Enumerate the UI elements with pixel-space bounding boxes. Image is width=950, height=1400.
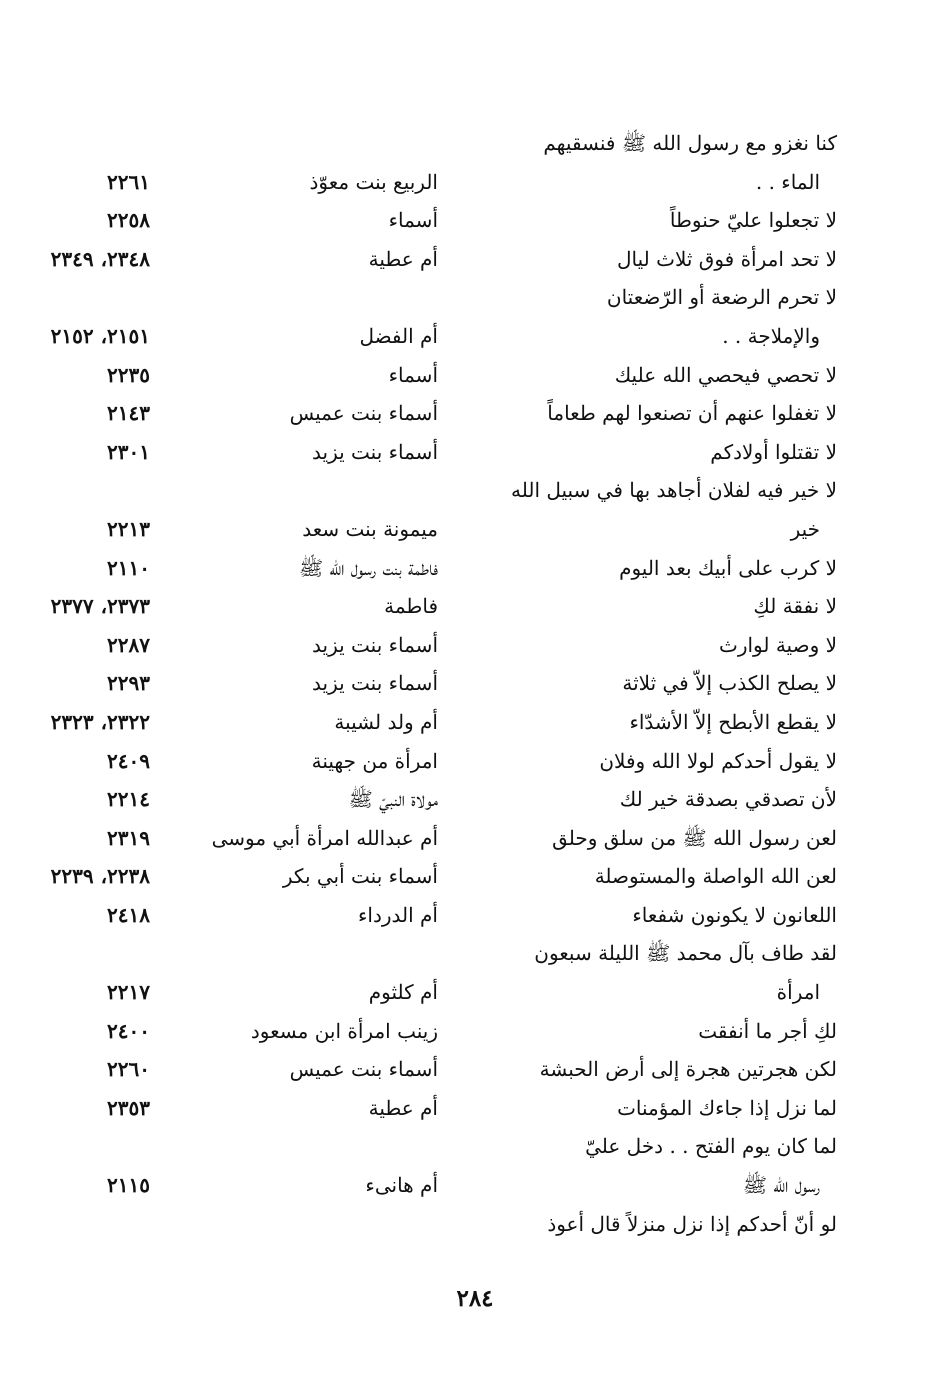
index-row bbox=[0, 240, 950, 279]
hadith-number: ٢٣٥٣ bbox=[107, 1095, 150, 1120]
index-row bbox=[0, 510, 950, 549]
hadith-text: لا تحرم الرضعة أو الرّضعتان bbox=[606, 285, 837, 310]
index-row bbox=[0, 1050, 950, 1089]
narrator-name: أسماء bbox=[388, 362, 438, 387]
hadith-text: لو أنّ أحدكم إذا نزل منزلاً قال أعوذ bbox=[547, 1211, 837, 1236]
index-row bbox=[0, 163, 950, 202]
narrator-name: أم عبدالله امرأة أبي موسى bbox=[211, 825, 438, 850]
index-row bbox=[0, 934, 950, 973]
index-row bbox=[0, 896, 950, 935]
hadith-text: امرأة bbox=[776, 980, 820, 1005]
narrator-name: أم عطية bbox=[368, 1095, 438, 1120]
hadith-number: ٢٢١٣ bbox=[107, 516, 150, 541]
hadith-number: ٢٣١٩ bbox=[107, 825, 150, 850]
hadith-number: ٢٣٠١ bbox=[107, 439, 150, 464]
hadith-number: ٢٢٦١ bbox=[107, 169, 150, 194]
index-row bbox=[0, 201, 950, 240]
hadith-text: لا يصلح الكذب إلاّ في ثلاثة bbox=[622, 671, 837, 696]
index-row bbox=[0, 703, 950, 742]
index-row bbox=[0, 549, 950, 588]
hadith-text: لا يقطع الأبطح إلاّ الأشدّاء bbox=[629, 709, 837, 734]
hadith-text: الماء . . bbox=[755, 169, 820, 194]
narrator-name: ميمونة بنت سعد bbox=[302, 516, 438, 541]
hadith-text: لكن هجرتين هجرة إلى أرض الحبشة bbox=[539, 1057, 837, 1082]
narrator-name: امرأة من جهينة bbox=[311, 748, 438, 773]
hadith-text: لعن رسول الله ﷺ من سلق وحلق bbox=[552, 825, 837, 850]
hadith-number: ٢٤٠٩ bbox=[107, 748, 150, 773]
index-row bbox=[0, 1012, 950, 1051]
hadith-number: ٢٢٣٨، ٢٢٣٩ bbox=[50, 864, 150, 889]
hadith-text: كنا نغزو مع رسول الله ﷺ فنسقيهم bbox=[543, 131, 837, 155]
hadith-number: ٢٢٩٣ bbox=[107, 671, 150, 696]
index-table bbox=[0, 124, 950, 1243]
index-row bbox=[0, 1089, 950, 1128]
index-row bbox=[0, 471, 950, 510]
narrator-name: أم كلثوم bbox=[368, 980, 438, 1005]
index-row bbox=[0, 394, 950, 433]
index-row bbox=[0, 819, 950, 858]
hadith-number: ٢١١٥ bbox=[107, 1173, 150, 1198]
narrator-name: أسماء بنت عميس bbox=[289, 401, 438, 426]
hadith-text: لا خير فيه لفلان أجاهد بها في سبيل الله bbox=[511, 478, 837, 503]
narrator-name: أم ولد لشيبة bbox=[334, 709, 438, 734]
index-row bbox=[0, 587, 950, 626]
hadith-number: ٢٤١٨ bbox=[107, 902, 150, 927]
index-row bbox=[0, 973, 950, 1012]
narrator-name: زينب امرأة ابن مسعود bbox=[250, 1018, 438, 1043]
narrator-name: أسماء بنت يزيد bbox=[312, 632, 438, 657]
hadith-text: لا تغفلوا عنهم أن تصنعوا لهم طعاماً bbox=[547, 401, 837, 426]
narrator-name: فاطمة bbox=[384, 594, 438, 619]
hadith-number: ٢٢٥٨ bbox=[107, 208, 150, 233]
hadith-text: لا تجعلوا عليّ حنوطاً bbox=[669, 208, 837, 233]
hadith-text: لا تحصي فيحصي الله عليك bbox=[614, 362, 837, 387]
hadith-text: لقد طاف بآل محمد ﷺ الليلة سبعون bbox=[534, 941, 837, 966]
hadith-number: ٢٢١٧ bbox=[107, 980, 150, 1005]
narrator-name: أسماء بنت أبي بكر bbox=[282, 864, 438, 889]
hadith-text: لكِ أجر ما أنفقت bbox=[698, 1018, 837, 1043]
index-row bbox=[0, 664, 950, 703]
narrator-name: أم عطية bbox=[368, 246, 438, 271]
index-row bbox=[0, 356, 950, 395]
index-row bbox=[0, 124, 950, 163]
hadith-number: ٢١٤٣ bbox=[107, 401, 150, 426]
index-row bbox=[0, 626, 950, 665]
hadith-number: ٢٢٦٠ bbox=[107, 1057, 150, 1082]
narrator-name: أم الدرداء bbox=[358, 902, 438, 927]
narrator-name: مولاة النبيّ ﷺ bbox=[348, 787, 438, 812]
page-number: ٢٨٤ bbox=[456, 1285, 494, 1312]
hadith-text: رسول الله ﷺ bbox=[742, 1173, 820, 1198]
hadith-text: لا نفقة لكِ bbox=[753, 594, 837, 619]
hadith-number: ٢٤٠٠ bbox=[107, 1018, 150, 1043]
hadith-text: لا كرب على أبيك بعد اليوم bbox=[619, 555, 837, 580]
hadith-number: ٢٢٨٧ bbox=[107, 632, 150, 657]
hadith-text: لعن الله الواصلة والمستوصلة bbox=[594, 864, 837, 889]
narrator-name: أم الفضل bbox=[359, 323, 438, 348]
narrator-name: فاطمة بنت رسول الله ﷺ bbox=[298, 555, 438, 580]
narrator-name: أسماء بنت يزيد bbox=[312, 671, 438, 696]
hadith-text: خير bbox=[790, 516, 820, 541]
index-row bbox=[0, 742, 950, 781]
hadith-text: والإملاجة . . bbox=[722, 323, 820, 348]
index-row bbox=[0, 317, 950, 356]
hadith-text: لا وصية لوارث bbox=[719, 632, 837, 657]
hadith-number: ٢٣٢٢، ٢٣٢٣ bbox=[50, 709, 150, 734]
hadith-number: ٢٢٣٥ bbox=[107, 362, 150, 387]
index-row bbox=[0, 780, 950, 819]
hadith-text: لا يقول أحدكم لولا الله وفلان bbox=[599, 748, 837, 773]
narrator-name: أسماء bbox=[388, 208, 438, 233]
index-row bbox=[0, 433, 950, 472]
hadith-text: لما كان يوم الفتح . . دخل عليّ bbox=[585, 1134, 837, 1159]
narrator-name: أسماء بنت عميس bbox=[289, 1057, 438, 1082]
hadith-number: ٢٣٤٨، ٢٣٤٩ bbox=[50, 246, 150, 271]
hadith-number: ٢١٥١، ٢١٥٢ bbox=[50, 323, 150, 348]
narrator-name: أم هانىء bbox=[365, 1173, 438, 1198]
hadith-number: ٢١١٠ bbox=[107, 555, 150, 580]
narrator-name: أسماء بنت يزيد bbox=[312, 439, 438, 464]
hadith-number: ٢٣٧٣، ٢٣٧٧ bbox=[50, 594, 150, 619]
index-row bbox=[0, 278, 950, 317]
hadith-text: اللعانون لا يكونون شفعاء bbox=[632, 902, 837, 927]
hadith-text: لأن تصدقي بصدقة خير لك bbox=[619, 787, 837, 812]
index-row bbox=[0, 857, 950, 896]
hadith-text: لا تقتلوا أولادكم bbox=[710, 439, 837, 464]
hadith-number: ٢٢١٤ bbox=[107, 787, 150, 812]
narrator-name: الربيع بنت معوّذ bbox=[309, 169, 438, 194]
index-row bbox=[0, 1205, 950, 1244]
index-row bbox=[0, 1127, 950, 1166]
hadith-text: لا تحد امرأة فوق ثلاث ليال bbox=[617, 246, 837, 271]
hadith-text: لما نزل إذا جاءك المؤمنات bbox=[617, 1095, 837, 1120]
index-row bbox=[0, 1166, 950, 1205]
